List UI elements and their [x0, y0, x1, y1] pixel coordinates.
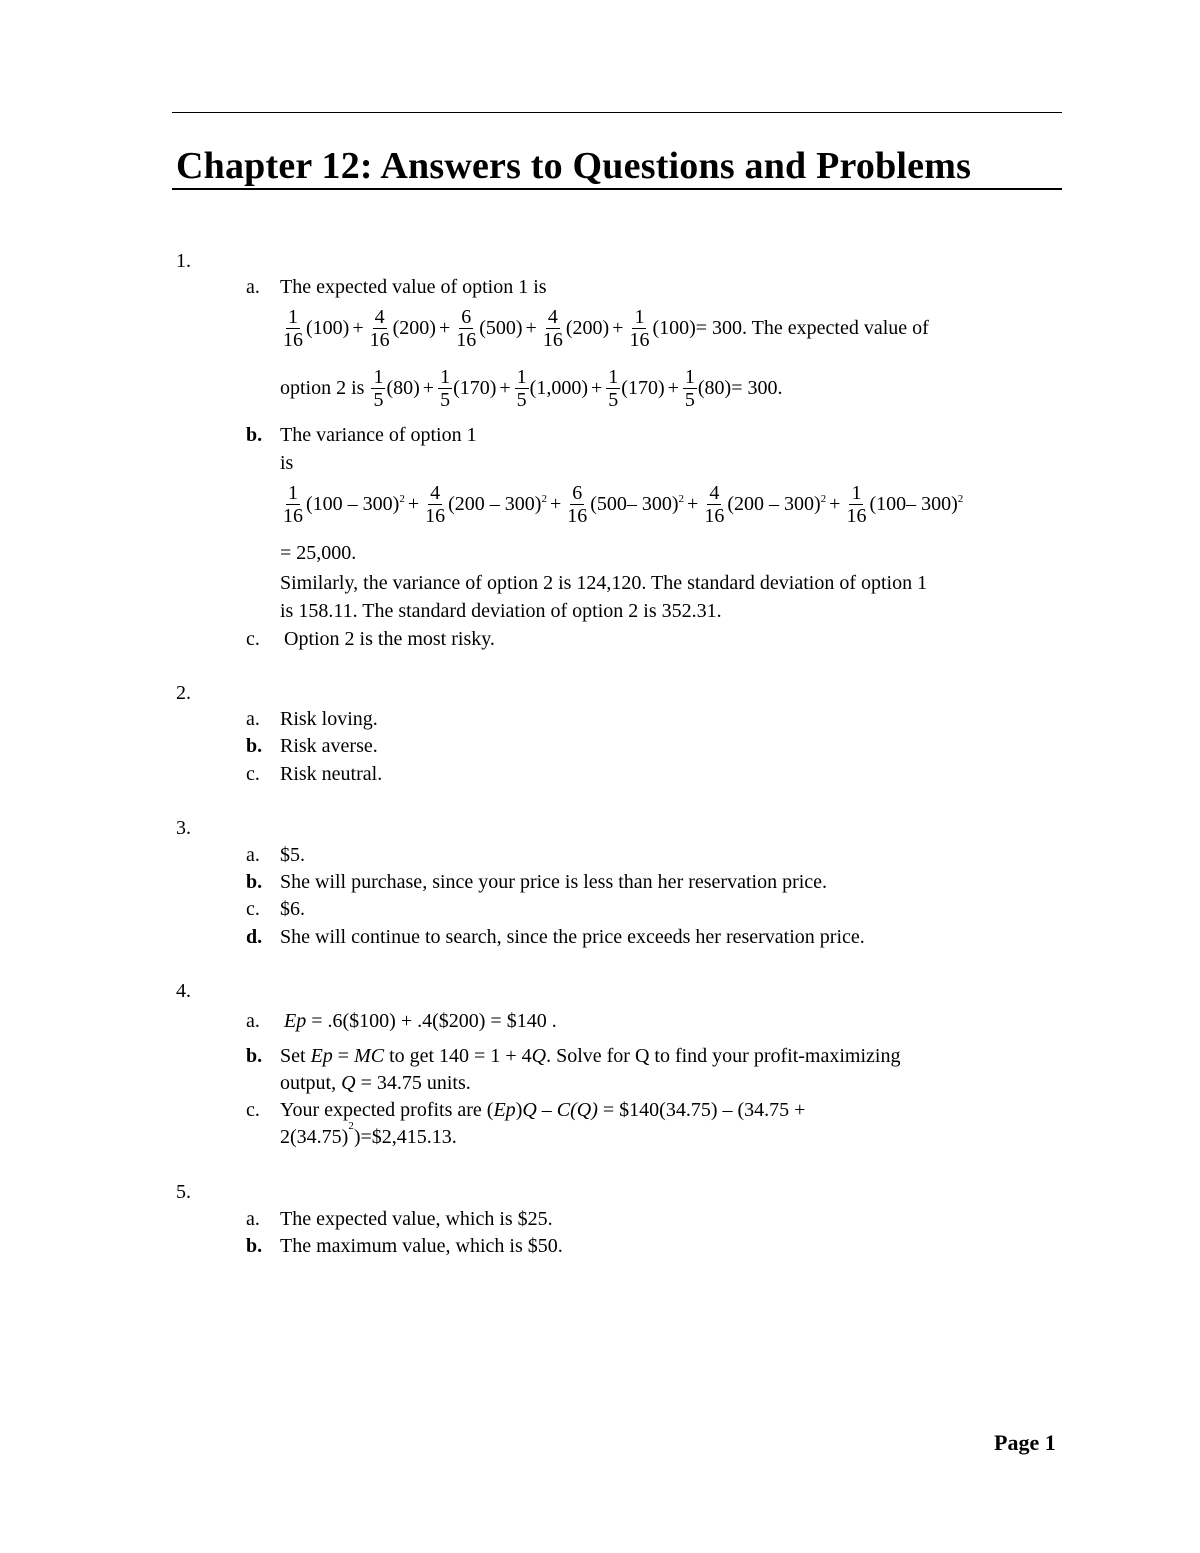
title-underline [172, 188, 1062, 190]
q4-b-text-1: Set Ep = MC to get 140 = 1 + 4Q. Solve for Q to find your profit-maximizing [280, 1045, 901, 1067]
q3-b-label: b. [246, 871, 263, 893]
q5-b-text: The maximum value, which is $50. [280, 1235, 563, 1257]
q4-b-text-2: output, Q = 34.75 units. [280, 1072, 471, 1094]
q2-b-text: Risk averse. [280, 735, 378, 757]
question-1-number: 1. [176, 250, 191, 272]
q1-a-equation-1: $\frac{1}{16}$ (100) + $\frac{4}{16}$ (200) + $\frac{6}{16}$ (500) + $\frac{4}{16}$ (200) + $\frac{1}{16}$ (100)= 300 . The expected value of [283, 306, 929, 351]
q3-d-text: She will continue to search, since the price exceeds her reservation price. [280, 926, 865, 948]
q2-c-text: Risk neutral. [280, 763, 383, 785]
q1-b-text-4: is 158.11. The standard deviation of option 2 is 352.31. [280, 600, 722, 622]
question-5-number: 5. [176, 1181, 191, 1203]
q1-b-label: b. [246, 424, 263, 446]
q2-a-text: Risk loving. [280, 708, 378, 730]
page-title: Chapter 12: Answers to Questions and Problems [176, 145, 972, 187]
q1-c-text: Option 2 is the most risky. [284, 628, 495, 650]
q1-b-variance-equation: $\frac{1}{16}$ (100 – 300) $^2$ + $\frac{4}{16}$ (200 – 300) $^2$ + $\frac{6}{16}$ (500– 300) $^2$ + $\frac{4}{16}$ (200 – 300) $^2$ + $\frac{1}{16}$ (100– 300) $^2$ [283, 482, 964, 527]
fraction: $\frac{1}{5}$ [516, 366, 527, 411]
q4-c-label: c. [246, 1099, 260, 1121]
q2-c-label: c. [246, 763, 260, 785]
question-4-number: 4. [176, 980, 191, 1002]
q1-c-label: c. [246, 628, 260, 650]
question-3-number: 3. [176, 817, 191, 839]
top-rule [172, 112, 1062, 113]
q2-a-label: a. [246, 708, 260, 730]
fraction: $\frac{4}{16}$ [542, 306, 563, 351]
fraction: $\frac{4}{16}$ [369, 306, 390, 351]
q3-b-text: She will purchase, since your price is less than her reservation price. [280, 871, 828, 893]
fraction: $\frac{1}{5}$ [440, 366, 451, 411]
fraction: $\frac{1}{5}$ [373, 366, 384, 411]
q3-c-text: $6. [280, 898, 305, 920]
fraction: $\frac{1}{5}$ [608, 366, 619, 411]
q4-b-label: b. [246, 1045, 263, 1067]
fraction: $\frac{6}{16}$ [567, 482, 588, 527]
q4-c-text-2: $2(34.75)^2)=\$2,415.13$. [280, 1120, 457, 1148]
fraction: $\frac{1}{16}$ [846, 482, 867, 527]
q1-b-text-2: is [280, 452, 294, 474]
q1-b-text-1: The variance of option 1 [280, 424, 477, 446]
q1-a-label: a. [246, 276, 260, 298]
q5-b-label: b. [246, 1235, 263, 1257]
q5-a-label: a. [246, 1208, 260, 1230]
fraction: $\frac{1}{5}$ [684, 366, 695, 411]
q3-d-label: d. [246, 926, 263, 948]
q3-a-label: a. [246, 844, 260, 866]
question-2-number: 2. [176, 682, 191, 704]
q2-b-label: b. [246, 735, 263, 757]
fraction: $\frac{4}{16}$ [704, 482, 725, 527]
q1-a-equation-2: option 2 is $\frac{1}{5}$ (80) + $\frac{1}{5}$ (170) + $\frac{1}{5}$ (1,000) + $\frac{1}{5}$ (170) + $\frac{1}{5}$ (80)= 300 . [280, 366, 783, 411]
fraction: $\frac{1}{16}$ [283, 482, 303, 527]
q4-a-expression: Ep = .6($100) + .4($200) = $140 . [284, 1010, 557, 1032]
q5-a-text: The expected value, which is $25. [280, 1208, 553, 1230]
q3-c-label: c. [246, 898, 260, 920]
fraction: $\frac{6}{16}$ [456, 306, 477, 351]
q1-b-text-3: Similarly, the variance of option 2 is 124,120. The standard deviation of option 1 [280, 572, 928, 594]
fraction: $\frac{4}{16}$ [425, 482, 446, 527]
page-number: Page 1 [994, 1430, 1056, 1455]
q1-b-result: = 25,000. [280, 542, 357, 564]
fraction: $\frac{1}{16}$ [629, 306, 650, 351]
q1-a-text: The expected value of option 1 is [280, 276, 547, 298]
q4-c-text-1: Your expected profits are (Ep)Q – C(Q) = $140(34.75) – (34.75 + [280, 1099, 806, 1121]
q3-a-text: $5. [280, 844, 305, 866]
q4-a-label: a. [246, 1010, 260, 1032]
fraction: $\frac{1}{16}$ [283, 306, 303, 351]
